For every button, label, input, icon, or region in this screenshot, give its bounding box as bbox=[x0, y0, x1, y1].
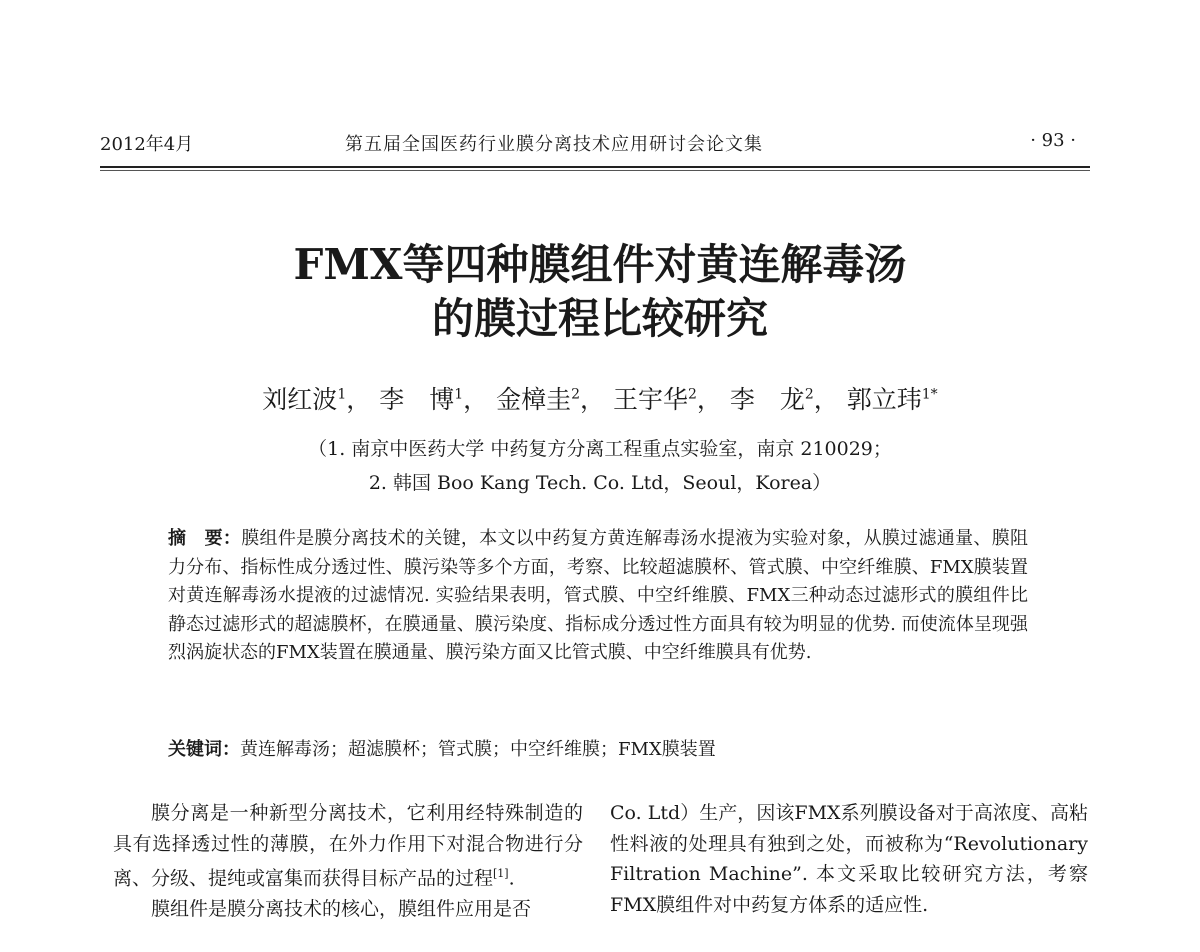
header-rule-thick bbox=[100, 166, 1090, 168]
body-column-right bbox=[610, 798, 1088, 920]
abstract-text: 膜组件是膜分离技术的关键，本文以中药复方黄连解毒汤水提液为实验对象，从膜过滤通量、膜阻力分布、指标性成分透过性、膜污染等多个方面，考察、比较超滤膜杯、管式膜、中空纤维膜、FMX膜装置对黄连解毒汤水提液的过滤情况. 实验结果表明，管式膜、中空纤维膜、FMX三种动态过滤形式的膜组件比静态过滤形式的超滤膜杯，在膜通量、膜污染度、指标成分透过性方面具有较为明显的优势. 而使流体呈现强烈涡旋状态的FMX装置在膜通量、膜污染方面又比管式膜、中空纤维膜具有优势. bbox=[168, 528, 1028, 664]
author-name: 金樟圭 bbox=[496, 385, 572, 414]
author-name: 王宇华 bbox=[612, 385, 688, 414]
body-paragraph: Co. Ltd）生产，因该FMX系列膜设备对于高浓度、高粘性料液的处理具有独到之处，而被称为“Revolutionary Filtration Machine”. 本文采取比较研究方法，考察FMX膜组件对中药复方体系的适应性. bbox=[610, 802, 1088, 916]
author-list: 刘红波$^1$， 李 博$^1$， 金樟圭$^2$， 王宇华$^2$， 李 龙$^2$， 郭立玮$^{1*}$ bbox=[262, 385, 938, 414]
keywords-label: 关键词： bbox=[168, 739, 240, 760]
body-paragraph-end: . bbox=[508, 867, 515, 890]
header-journal-title: 第五届全国医药行业膜分离技术应用研讨会论文集 bbox=[345, 134, 763, 155]
keywords-text: 黄连解毒汤；超滤膜杯；管式膜；中空纤维膜；FMX膜装置 bbox=[240, 739, 716, 760]
body-paragraph-text: 膜分离是一种新型分离技术，它利用经特殊制造的具有选择透过性的薄膜，在外力作用下对混合物进行分离、分级、提纯或富集而获得目标产品的过程 bbox=[113, 802, 583, 890]
body-column-left bbox=[113, 798, 583, 924]
keywords bbox=[168, 735, 1028, 761]
author-name: 郭立玮 bbox=[846, 385, 922, 414]
paper-title-line-2: 的膜过程比较研究 bbox=[431, 294, 768, 343]
abstract bbox=[168, 525, 1028, 668]
author-name: 李 龙 bbox=[729, 385, 805, 414]
affiliation-line-1: （1. 南京中医药大学 中药复方分离工程重点实验室，南京 210029； bbox=[308, 438, 892, 460]
running-header bbox=[100, 130, 1090, 162]
abstract-label: 摘 要： bbox=[168, 528, 242, 549]
header-page-number: · 93 · bbox=[1030, 130, 1076, 151]
author-affiliation-mark: 2 bbox=[804, 386, 814, 403]
header-date: 2012年4月 bbox=[100, 134, 194, 155]
author-affiliation-mark: 1 bbox=[337, 386, 347, 403]
header-rule-thin bbox=[100, 170, 1090, 171]
author-affiliation-mark: 1* bbox=[921, 386, 938, 403]
author-affiliation-mark: 2 bbox=[571, 386, 581, 403]
author-affiliation-mark: 2 bbox=[687, 386, 697, 403]
author-name: 李 博 bbox=[379, 385, 455, 414]
body-paragraph: 膜组件是膜分离技术的核心，膜组件应用是否 bbox=[151, 897, 532, 920]
author-affiliation-mark: 1 bbox=[454, 386, 464, 403]
affiliation-line-2: 2. 韩国 Boo Kang Tech. Co. Ltd，Seoul，Korea） bbox=[368, 472, 832, 494]
author-name: 刘红波 bbox=[262, 385, 338, 414]
paper-title-line-1: FMX等四种膜组件对黄连解毒汤 bbox=[293, 240, 907, 289]
citation-ref: [1] bbox=[493, 867, 509, 880]
body-paragraph bbox=[113, 798, 583, 894]
